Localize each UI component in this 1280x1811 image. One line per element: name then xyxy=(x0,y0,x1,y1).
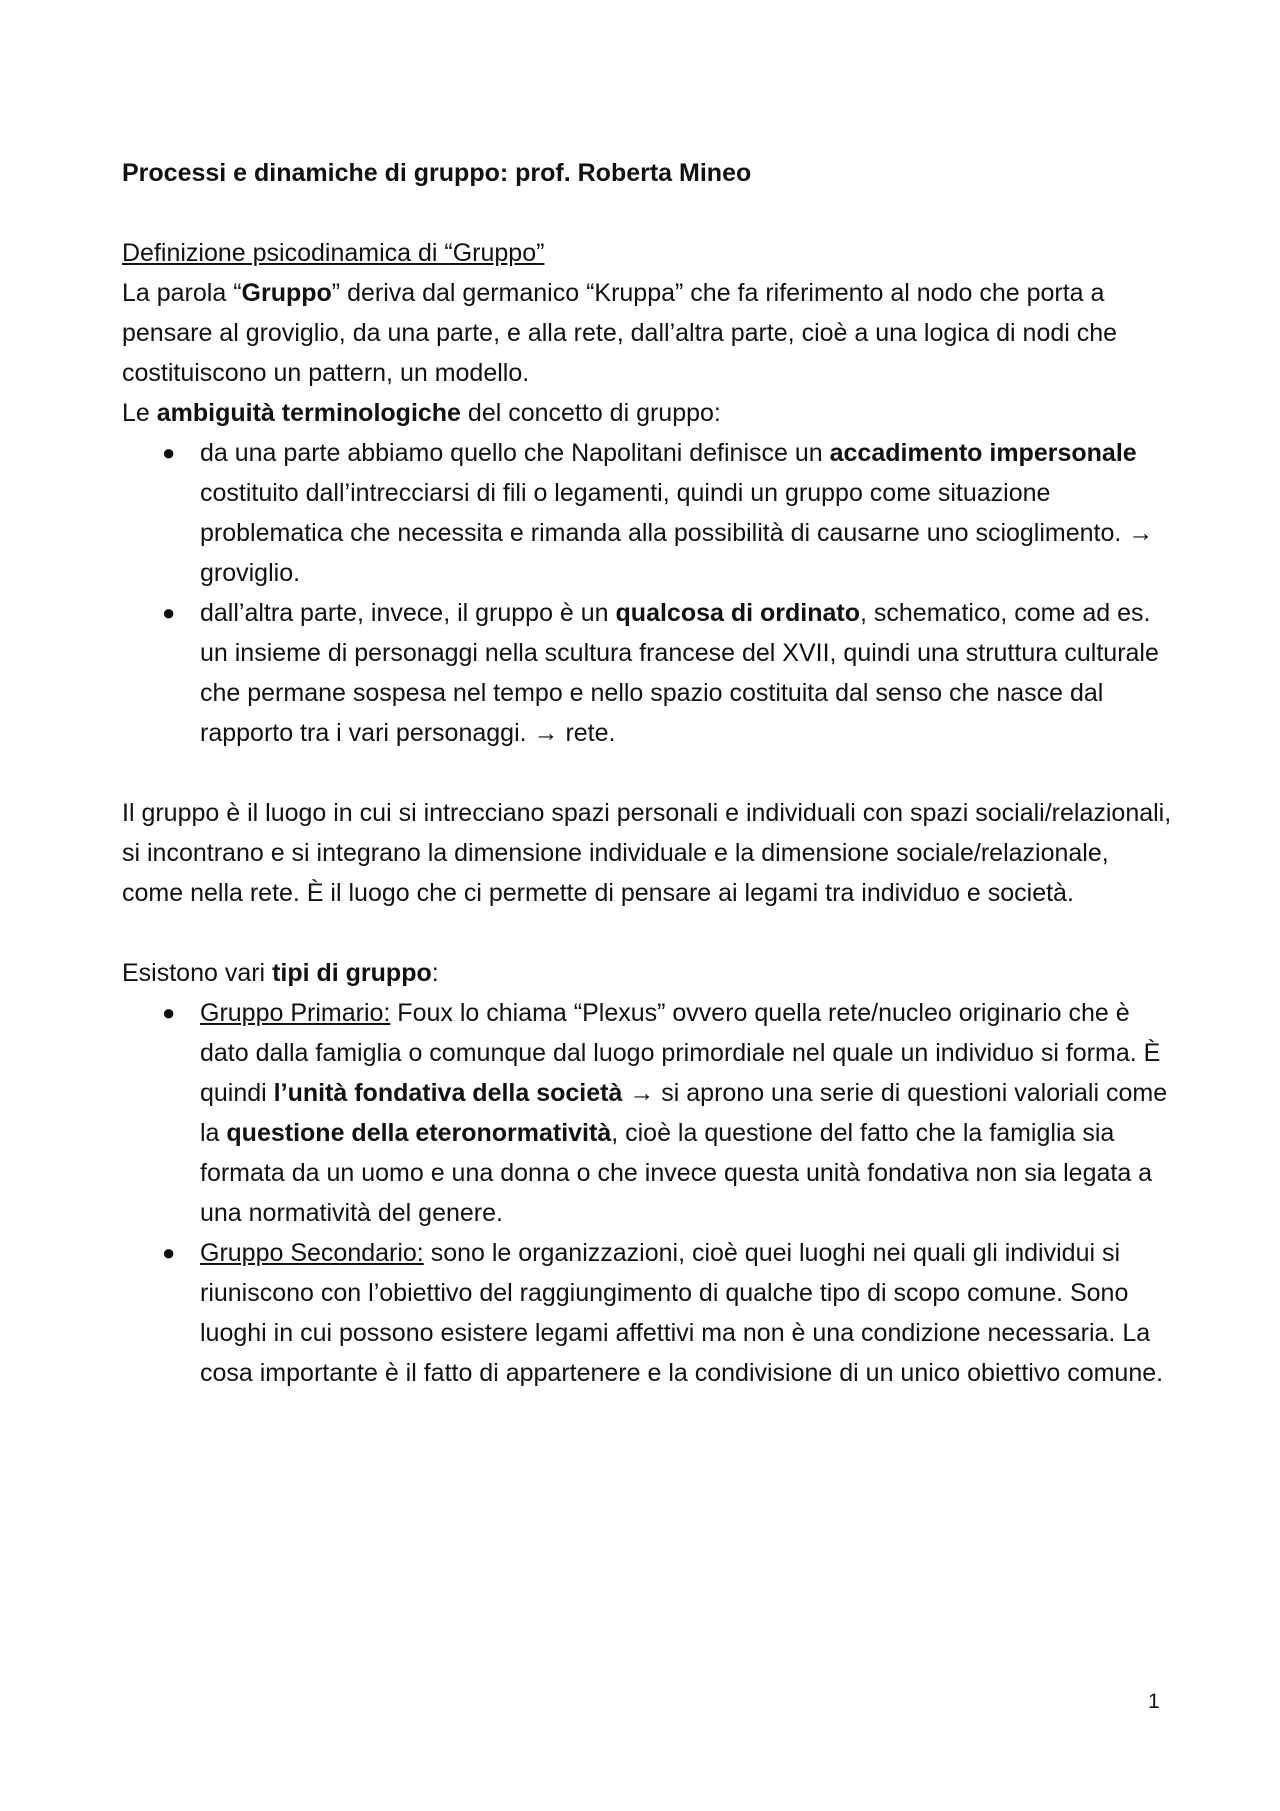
paragraph-group-place: Il gruppo è il luogo in cui si intrecciano spazi personali e individuali con spazi sociali/relazionali, si incontrano e si integrano la dimensione individuale e la dimensione sociale/relazionale, come nella rete. È il luogo che ci permette di pensare ai legami tra individuo e società. xyxy=(122,799,1172,907)
page-number: 1 xyxy=(1148,1690,1160,1713)
list-item-primary-group xyxy=(122,993,1172,1233)
text-run: Le xyxy=(122,399,157,427)
blank-line xyxy=(122,193,1172,233)
bold-term-ambiguity: ambiguità terminologiche xyxy=(156,399,461,427)
text-run: costituito dall’intrecciarsi di fili o legamenti, quindi un gruppo come situazione problematica che necessita e rimanda alla possibilità di causarne uno scioglimento. → groviglio. xyxy=(200,479,1154,587)
group-types-list xyxy=(122,993,1172,1393)
underlined-term: Gruppo Primario: xyxy=(200,999,391,1027)
bullet-icon: ● xyxy=(162,440,176,465)
bold-term: accadimento impersonale xyxy=(829,439,1137,467)
paragraph-word-origin xyxy=(122,273,1172,393)
list-item-secondary-group xyxy=(122,1233,1172,1393)
document-title: Processi e dinamiche di gruppo: prof. Roberta Mineo xyxy=(122,159,752,187)
text-run: Foux lo chiama “Plexus” ovvero quella rete/nucleo originario che è dato dalla famiglia o comunque dal luogo primordiale nel quale un individuo si forma. È quindi xyxy=(200,999,1161,1107)
bold-term-types: tipi di gruppo xyxy=(272,959,432,987)
section-heading-definition: Definizione psicodinamica di “Gruppo” xyxy=(122,239,545,267)
text-run: ” deriva dal germanico “Kruppa” che fa riferimento al nodo che porta a pensare al groviglio, da una parte, e alla rete, dall’altra parte, cioè a una logica di nodi che costituiscono un pattern, un modello. xyxy=(122,279,1118,387)
blank-line xyxy=(122,913,1172,953)
ambiguity-list xyxy=(122,433,1172,753)
text-run: , schematico, come ad es. un insieme di personaggi nella scultura francese del XVII, quindi una struttura culturale che permane sospesa nel tempo e nello spazio costituita dal senso che nasce dal rapporto tra i vari personaggi. → rete. xyxy=(200,599,1159,747)
text-run: sono le organizzazioni, cioè quei luoghi nei quali gli individui si riuniscono con l’obiettivo del raggiungimento di qualche tipo di scopo comune. Sono luoghi in cui possono esistere legami affettivi ma non è una condizione necessaria. La cosa importante è il fatto di appartenere e la condivisione di un unico obiettivo comune. xyxy=(200,1239,1164,1387)
bold-term: questione della eteronormatività xyxy=(226,1119,612,1147)
text-run: La parola “ xyxy=(122,279,242,307)
text-run: dall’altra parte, invece, il gruppo è un xyxy=(200,599,616,627)
text-run: : xyxy=(431,959,439,987)
list-item xyxy=(122,433,1172,593)
paragraph-ambiguity xyxy=(122,393,1172,433)
text-run: del concetto di gruppo: xyxy=(460,399,721,427)
text-run: → si aprono una serie di questioni valoriali come la xyxy=(200,1079,1168,1147)
bullet-icon: ● xyxy=(162,1000,176,1025)
bold-term: l’unità fondativa della società xyxy=(273,1079,623,1107)
bold-term-gruppo: Gruppo xyxy=(241,279,332,307)
bullet-icon: ● xyxy=(162,1240,176,1265)
paragraph-group-types xyxy=(122,953,1172,993)
text-run: Esistono vari xyxy=(122,959,273,987)
list-item xyxy=(122,593,1172,753)
blank-line xyxy=(122,753,1172,793)
bold-term: qualcosa di ordinato xyxy=(615,599,861,627)
document-page xyxy=(122,153,1172,1393)
bullet-icon: ● xyxy=(162,600,176,625)
underlined-term: Gruppo Secondario: xyxy=(200,1239,424,1267)
text-run: da una parte abbiamo quello che Napolitani definisce un xyxy=(200,439,830,467)
text-run: , cioè la questione del fatto che la famiglia sia formata da un uomo e una donna o che invece questa unità fondativa non sia legata a una normatività del genere. xyxy=(200,1119,1153,1227)
